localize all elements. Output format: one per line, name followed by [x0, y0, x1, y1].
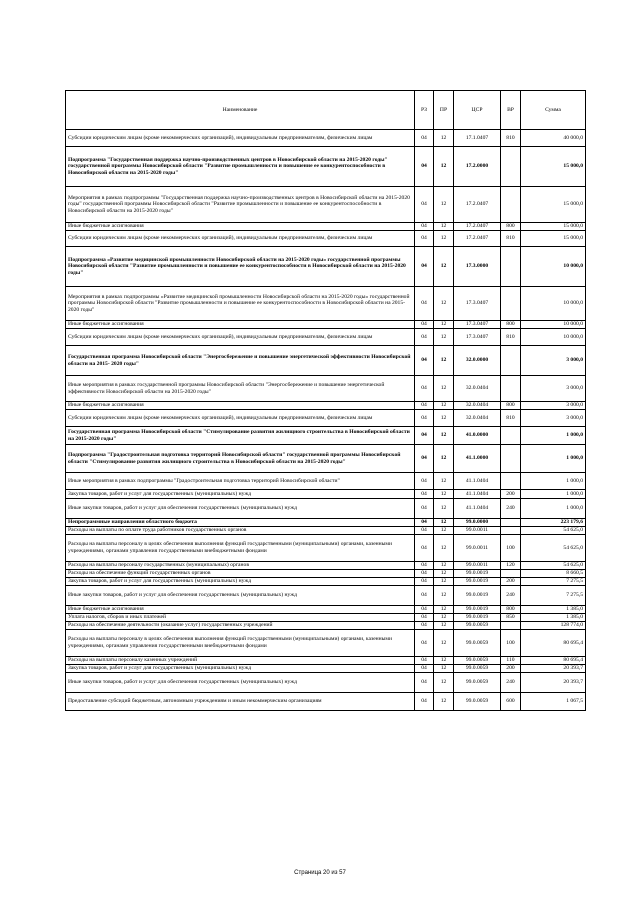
cell-vr: 800 — [501, 606, 521, 614]
cell-name: Иные бюджетные ассигнования — [66, 223, 415, 231]
cell-name: Расходы на выплаты по оплате труда работников государственных органов — [66, 527, 415, 535]
cell-csr: 32.0.0404 — [454, 410, 501, 427]
cell-rz: 04 — [415, 586, 434, 606]
cell-pr: 12 — [434, 329, 454, 346]
table-row — [66, 570, 586, 578]
cell-rz: 04 — [415, 535, 434, 562]
cell-pr: 12 — [434, 630, 454, 657]
cell-name: Расходы на выплаты персоналу в целях обеспечения выполнения функций государственными (муниципальными) органами, казенными учреждениями, органами управления государственными внебюджетными фондами — [66, 535, 415, 562]
cell-csr: 17.2.0407 — [454, 223, 501, 231]
cell-name: Субсидии юридическим лицам (кроме некоммерческих организаций), индивидуальным предпринимателям, физическим лицам — [66, 329, 415, 346]
table-row — [66, 606, 586, 614]
table-row — [66, 321, 586, 329]
cell-sum: 3 000,0 — [521, 376, 586, 402]
cell-csr: 99.0.0059 — [454, 622, 501, 630]
cell-rz: 04 — [415, 499, 434, 519]
cell-sum: 1 000,0 — [521, 473, 586, 490]
cell-rz: 04 — [415, 665, 434, 673]
cell-pr: 12 — [434, 490, 454, 499]
header-vr: ВР — [501, 91, 521, 130]
cell-name: Иные мероприятия в рамках государственной программы Новосибирской области "Энергосбережение и повышение энергетической эффективности Новосибирской области на 2015-2020 годы" — [66, 376, 415, 402]
cell-csr: 99.0.0059 — [454, 657, 501, 665]
cell-pr: 12 — [434, 562, 454, 570]
cell-csr: 17.3.0407 — [454, 321, 501, 329]
cell-rz: 04 — [415, 231, 434, 247]
cell-csr: 99.0.0011 — [454, 527, 501, 535]
cell-name: Подпрограмма «Развитие медицинской промышленности Новосибирской области на 2015-2020 годы» государственной программы Новосибирской области "Развитие промышленности и повышение ее конкурентоспособности в Новосибирской области на 2015-2020 годы" — [66, 247, 415, 287]
cell-sum: 1 385,0 — [521, 606, 586, 614]
cell-vr: 800 — [501, 223, 521, 231]
cell-name: Иные закупки товаров, работ и услуг для обеспечения государственных (муниципальных) нужд — [66, 673, 415, 693]
cell-csr: 99.0.0019 — [454, 606, 501, 614]
cell-rz: 04 — [415, 673, 434, 693]
cell-sum: 1 000,0 — [521, 445, 586, 473]
cell-rz: 04 — [415, 606, 434, 614]
cell-csr: 32.0.0404 — [454, 376, 501, 402]
cell-sum: 54 625,0 — [521, 527, 586, 535]
cell-name: Иные бюджетные ассигнования — [66, 321, 415, 329]
cell-name: Мероприятия в рамках подпрограммы «Развитие медицинской промышленности Новосибирской области на 2015-2020 годы» государственной программы Новосибирской области "Развитие промышленности и повышение ее конкурентоспособности в Новосибирской области на 2015-2020 годы" — [66, 287, 415, 321]
cell-csr: 99.0.0059 — [454, 665, 501, 673]
table-header-row — [66, 91, 586, 130]
cell-rz: 04 — [415, 630, 434, 657]
cell-name: Государственная программа Новосибирской области "Энергосбережение и повышение энергетической эффективности Новосибирской области на 2015- 2020 годы" — [66, 346, 415, 376]
page-number: Страница 20 из 57 — [294, 870, 346, 876]
cell-pr: 12 — [434, 622, 454, 630]
cell-vr: 810 — [501, 231, 521, 247]
cell-name: Расходы на выплаты персоналу государственных (муниципальных) органов — [66, 562, 415, 570]
cell-sum: 7 275,5 — [521, 586, 586, 606]
cell-csr: 99.0.0000 — [454, 519, 501, 527]
cell-csr: 17.3.0407 — [454, 329, 501, 346]
table-row — [66, 376, 586, 402]
table-row — [66, 187, 586, 223]
table-row — [66, 630, 586, 657]
cell-sum: 10 000,0 — [521, 329, 586, 346]
cell-rz: 04 — [415, 130, 434, 147]
header-rz: РЗ — [415, 91, 434, 130]
cell-name: Уплата налогов, сборов и иных платежей — [66, 614, 415, 622]
table-row — [66, 490, 586, 499]
cell-vr — [501, 147, 521, 187]
cell-rz: 04 — [415, 657, 434, 665]
cell-rz: 04 — [415, 223, 434, 231]
cell-sum: 7 275,5 — [521, 578, 586, 586]
cell-vr: 240 — [501, 586, 521, 606]
cell-name: Расходы на выплаты персоналу в целях обеспечения выполнения функций государственными (муниципальными) органами, казенными учреждениями, органами управления государственными внебюджетными фондами — [66, 630, 415, 657]
cell-csr: 32.0.0404 — [454, 402, 501, 410]
cell-name: Закупка товаров, работ и услуг для государственных (муниципальных) нужд — [66, 578, 415, 586]
cell-sum: 1 000,0 — [521, 499, 586, 519]
cell-pr: 12 — [434, 673, 454, 693]
cell-pr: 12 — [434, 231, 454, 247]
cell-vr: 810 — [501, 410, 521, 427]
cell-vr — [501, 247, 521, 287]
cell-rz: 04 — [415, 321, 434, 329]
table-row — [66, 519, 586, 527]
cell-vr — [501, 287, 521, 321]
cell-sum: 1 385,0 — [521, 614, 586, 622]
cell-rz: 04 — [415, 147, 434, 187]
cell-rz: 04 — [415, 473, 434, 490]
cell-vr: 200 — [501, 665, 521, 673]
cell-pr: 12 — [434, 445, 454, 473]
cell-sum: 54 625,0 — [521, 535, 586, 562]
cell-sum: 3 000,0 — [521, 402, 586, 410]
cell-csr: 41.1.0000 — [454, 445, 501, 473]
cell-rz: 04 — [415, 410, 434, 427]
cell-csr: 41.1.0404 — [454, 499, 501, 519]
cell-csr: 41.1.0404 — [454, 473, 501, 490]
cell-pr: 12 — [434, 346, 454, 376]
cell-sum: 15 000,0 — [521, 147, 586, 187]
cell-pr: 12 — [434, 499, 454, 519]
cell-rz: 04 — [415, 287, 434, 321]
header-name: Наименование — [66, 91, 415, 130]
cell-sum: 15 000,0 — [521, 187, 586, 223]
cell-sum: 8 660,5 — [521, 570, 586, 578]
cell-name: Иные мероприятия в рамках подпрограммы "Градостроительная подготовка территорий Новосибирской области" — [66, 473, 415, 490]
cell-csr: 99.0.0019 — [454, 586, 501, 606]
cell-pr: 12 — [434, 586, 454, 606]
cell-rz: 04 — [415, 519, 434, 527]
table-row — [66, 329, 586, 346]
table-row — [66, 427, 586, 445]
cell-name: Государственная программа Новосибирской области "Стимулирование развития жилищного строительства в Новосибирской области на 2015-2020 годы" — [66, 427, 415, 445]
cell-name: Субсидии юридическим лицам (кроме некоммерческих организаций), индивидуальным предпринимателям, физическим лицам — [66, 410, 415, 427]
cell-csr: 17.3.0000 — [454, 247, 501, 287]
cell-pr: 12 — [434, 130, 454, 147]
cell-rz: 04 — [415, 622, 434, 630]
cell-vr — [501, 519, 521, 527]
cell-name: Иные закупки товаров, работ и услуг для обеспечения государственных (муниципальных) нужд — [66, 586, 415, 606]
cell-pr: 12 — [434, 665, 454, 673]
cell-name: Предоставление субсидий бюджетным, автономным учреждениям и иным некоммерческим организациям — [66, 693, 415, 711]
table-row — [66, 673, 586, 693]
cell-pr: 12 — [434, 402, 454, 410]
cell-vr: 100 — [501, 535, 521, 562]
table-body — [66, 130, 586, 711]
cell-vr: 200 — [501, 490, 521, 499]
header-sum: Сумма — [521, 91, 586, 130]
cell-rz: 04 — [415, 329, 434, 346]
cell-pr: 12 — [434, 187, 454, 223]
budget-table — [65, 90, 586, 711]
cell-pr: 12 — [434, 693, 454, 711]
cell-pr: 12 — [434, 287, 454, 321]
cell-vr: 240 — [501, 499, 521, 519]
cell-sum: 223 179,6 — [521, 519, 586, 527]
cell-name: Иные закупки товаров, работ и услуг для обеспечения государственных (муниципальных) нужд — [66, 499, 415, 519]
cell-sum: 80 695,4 — [521, 630, 586, 657]
cell-csr: 17.2.0407 — [454, 187, 501, 223]
cell-rz: 04 — [415, 445, 434, 473]
table-row — [66, 445, 586, 473]
cell-vr: 810 — [501, 329, 521, 346]
cell-vr — [501, 570, 521, 578]
header-pr: ПР — [434, 91, 454, 130]
cell-sum: 3 000,0 — [521, 346, 586, 376]
table-row — [66, 614, 586, 622]
table-row — [66, 410, 586, 427]
cell-sum: 80 695,4 — [521, 657, 586, 665]
table-row — [66, 402, 586, 410]
cell-rz: 04 — [415, 247, 434, 287]
cell-rz: 04 — [415, 187, 434, 223]
cell-pr: 12 — [434, 376, 454, 402]
cell-vr: 800 — [501, 321, 521, 329]
table-row — [66, 130, 586, 147]
cell-vr: 800 — [501, 402, 521, 410]
cell-name: Субсидии юридическим лицам (кроме некоммерческих организаций), индивидуальным предпринимателям, физическим лицам — [66, 130, 415, 147]
cell-csr: 99.0.0011 — [454, 535, 501, 562]
cell-name: Иные бюджетные ассигнования — [66, 606, 415, 614]
cell-pr: 12 — [434, 473, 454, 490]
cell-vr: 100 — [501, 630, 521, 657]
cell-pr: 12 — [434, 247, 454, 287]
cell-vr — [501, 427, 521, 445]
cell-vr: 240 — [501, 673, 521, 693]
cell-name: Непрограммные направления областного бюджета — [66, 519, 415, 527]
cell-vr: 120 — [501, 562, 521, 570]
cell-rz: 04 — [415, 693, 434, 711]
cell-rz: 04 — [415, 346, 434, 376]
cell-sum: 1 000,0 — [521, 490, 586, 499]
cell-sum: 40 000,0 — [521, 130, 586, 147]
cell-pr: 12 — [434, 427, 454, 445]
cell-pr: 12 — [434, 223, 454, 231]
cell-pr: 12 — [434, 606, 454, 614]
cell-name: Закупка товаров, работ и услуг для государственных (муниципальных) нужд — [66, 490, 415, 499]
cell-name: Субсидии юридическим лицам (кроме некоммерческих организаций), индивидуальным предпринимателям, физическим лицам — [66, 231, 415, 247]
cell-vr: 110 — [501, 657, 521, 665]
table-row — [66, 535, 586, 562]
cell-csr: 41.1.0404 — [454, 490, 501, 499]
cell-csr: 99.0.0059 — [454, 693, 501, 711]
table-row — [66, 223, 586, 231]
cell-csr: 32.0.0000 — [454, 346, 501, 376]
cell-rz: 04 — [415, 490, 434, 499]
table-row — [66, 693, 586, 711]
cell-name: Закупка товаров, работ и услуг для государственных (муниципальных) нужд — [66, 665, 415, 673]
cell-csr: 99.0.0019 — [454, 578, 501, 586]
cell-pr: 12 — [434, 321, 454, 329]
cell-sum: 1 067,5 — [521, 693, 586, 711]
cell-sum: 128 774,0 — [521, 622, 586, 630]
cell-csr: 99.0.0019 — [454, 614, 501, 622]
cell-vr — [501, 445, 521, 473]
cell-csr: 99.0.0019 — [454, 570, 501, 578]
table-row — [66, 562, 586, 570]
table-row — [66, 473, 586, 490]
cell-pr: 12 — [434, 527, 454, 535]
cell-vr: 600 — [501, 693, 521, 711]
cell-sum: 15 000,0 — [521, 231, 586, 247]
cell-csr: 17.1.0407 — [454, 130, 501, 147]
cell-vr — [501, 622, 521, 630]
cell-csr: 99.0.0011 — [454, 562, 501, 570]
cell-name: Иные бюджетные ассигнования — [66, 402, 415, 410]
cell-rz: 04 — [415, 527, 434, 535]
cell-sum: 1 000,0 — [521, 427, 586, 445]
cell-pr: 12 — [434, 519, 454, 527]
cell-vr — [501, 527, 521, 535]
cell-vr — [501, 376, 521, 402]
cell-sum: 20 393,7 — [521, 665, 586, 673]
table-row — [66, 586, 586, 606]
cell-csr: 17.2.0407 — [454, 231, 501, 247]
cell-name: Подпрограмма "Государственная поддержка научно-производственных центров в Новосибирской области на 2015-2020 годы" государственной программы Новосибирской области "Развитие промышленности и повышение ее конкурентоспособности в Новосибирской области на 2015-2020 годы" — [66, 147, 415, 187]
cell-name: Мероприятия в рамках подпрограммы "Государственная поддержка научно-производственных центров в Новосибирской области на 2015-2020 годы" государственной программы Новосибирской области "Развитие промышленности и повышение ее конкурентоспособности в Новосибирской области на 2015-2020 годы" — [66, 187, 415, 223]
header-csr: ЦСР — [454, 91, 501, 130]
cell-sum: 10 000,0 — [521, 287, 586, 321]
cell-pr: 12 — [434, 578, 454, 586]
cell-sum: 10 000,0 — [521, 321, 586, 329]
table-row — [66, 622, 586, 630]
cell-csr: 99.0.0059 — [454, 673, 501, 693]
cell-rz: 04 — [415, 578, 434, 586]
cell-rz: 04 — [415, 402, 434, 410]
cell-rz: 04 — [415, 427, 434, 445]
cell-name: Подпрограмма "Градостроительная подготовка территорий Новосибирской области" государственной программы Новосибирской области "Стимулирование развития жилищного строительства в Новосибирской области на 2015-2020 годы" — [66, 445, 415, 473]
cell-pr: 12 — [434, 410, 454, 427]
cell-name: Расходы на выплаты персоналу казенных учреждений — [66, 657, 415, 665]
cell-pr: 12 — [434, 614, 454, 622]
cell-sum: 3 000,0 — [521, 410, 586, 427]
cell-pr: 12 — [434, 147, 454, 187]
cell-vr: 850 — [501, 614, 521, 622]
cell-rz: 04 — [415, 376, 434, 402]
cell-vr: 200 — [501, 578, 521, 586]
cell-rz: 04 — [415, 614, 434, 622]
cell-vr — [501, 346, 521, 376]
cell-pr: 12 — [434, 570, 454, 578]
table-row — [66, 231, 586, 247]
cell-name: Расходы на обеспечение функций государственных органов — [66, 570, 415, 578]
cell-vr: 810 — [501, 130, 521, 147]
cell-csr: 17.2.0000 — [454, 147, 501, 187]
cell-sum: 20 393,7 — [521, 673, 586, 693]
table-row — [66, 147, 586, 187]
cell-name: Расходы на обеспечение деятельности (оказание услуг) государственных учреждений — [66, 622, 415, 630]
cell-pr: 12 — [434, 535, 454, 562]
table-row — [66, 578, 586, 586]
cell-pr: 12 — [434, 657, 454, 665]
table-row — [66, 499, 586, 519]
table-row — [66, 527, 586, 535]
cell-vr — [501, 187, 521, 223]
cell-rz: 04 — [415, 570, 434, 578]
table-row — [66, 665, 586, 673]
cell-csr: 99.0.0059 — [454, 630, 501, 657]
table-row — [66, 657, 586, 665]
cell-csr: 17.3.0407 — [454, 287, 501, 321]
cell-csr: 41.0.0000 — [454, 427, 501, 445]
table-row — [66, 247, 586, 287]
cell-vr — [501, 473, 521, 490]
table-row — [66, 346, 586, 376]
cell-sum: 10 000,0 — [521, 247, 586, 287]
table-row — [66, 287, 586, 321]
cell-rz: 04 — [415, 562, 434, 570]
cell-sum: 54 625,0 — [521, 562, 586, 570]
cell-sum: 15 000,0 — [521, 223, 586, 231]
